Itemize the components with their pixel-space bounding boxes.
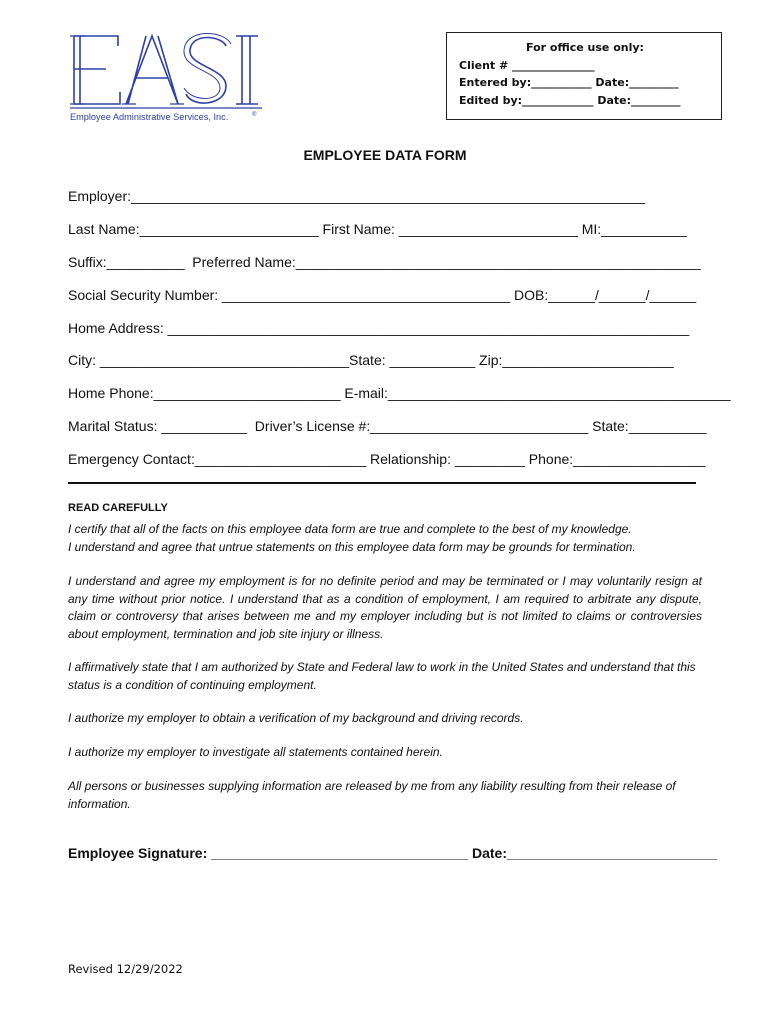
easi-logo	[66, 30, 266, 124]
background-check-paragraph: I authorize my employer to obtain a verification of my background and driving records.	[68, 711, 524, 725]
office-entered-line[interactable]: Entered by:___________ Date:_________	[459, 76, 679, 89]
ssn-dob-fields[interactable]: Social Security Number: _____________________________________ DOB:______/______/______	[68, 287, 697, 303]
work-authorization-paragraph: I affirmatively state that I am authorized by State and Federal law to work in the United States and understand that this status is a condition of continuing employment.	[68, 660, 696, 692]
form-title: EMPLOYEE DATA FORM	[303, 147, 467, 163]
employment-terms-paragraph: I understand and agree my employment is for no definite period and may be terminated or I may voluntarily resign at any time without prior notice. I understand that as a condition of employment, I am required to arbitrate any dispute, claim or controversy that arises between me and my employer including but is not limited to claims or controversies about employment, termination and job site injury or illness.	[68, 574, 702, 641]
office-use-title: For office use only:	[526, 41, 644, 54]
home-address-field[interactable]: Home Address: ___________________________________________________________________	[68, 320, 690, 336]
investigate-paragraph: I authorize my employer to investigate all statements contained herein.	[68, 745, 443, 759]
emergency-contact-fields[interactable]: Emergency Contact:______________________ Relationship: _________ Phone:_________________	[68, 451, 706, 467]
certify-line-1: I certify that all of the facts on this employee data form are true and complete to the best of my knowledge.	[68, 522, 632, 536]
office-edited-line[interactable]: Edited by:_____________ Date:_________	[459, 93, 681, 107]
read-carefully-heading: READ CAREFULLY	[68, 502, 168, 514]
logo-tagline: Employee Administrative Services, Inc.	[70, 112, 229, 122]
name-fields[interactable]: Last Name:_______________________ First Name: _______________________ MI:___________	[68, 221, 687, 237]
phone-email-fields[interactable]: Home Phone:________________________ E-mail:____________________________________________	[68, 385, 731, 401]
certify-line-2: I understand and agree that untrue statements on this employee data form may be grounds for termination.	[68, 539, 636, 554]
marital-license-fields[interactable]: Marital Status: ___________ Driver’s License #:____________________________ State:__________	[68, 418, 707, 434]
employee-signature-line[interactable]: Employee Signature: _________________________________ Date:___________________________	[68, 845, 718, 861]
employer-field[interactable]: Employer:__________________________________________________________________	[68, 188, 645, 204]
certify-paragraph	[68, 521, 702, 556]
easi-logo-graphic	[66, 30, 266, 124]
office-use-box	[446, 32, 722, 120]
section-divider	[68, 482, 696, 484]
city-state-zip-fields[interactable]: City: ________________________________State: ___________ Zip:______________________	[68, 352, 674, 368]
revision-date: Revised 12/29/2022	[68, 962, 183, 976]
suffix-preferred-fields[interactable]: Suffix:__________ Preferred Name:____________________________________________________	[68, 254, 701, 270]
registered-mark: ®	[252, 112, 257, 118]
office-client-line[interactable]: Client # _______________	[459, 58, 595, 72]
release-paragraph: All persons or businesses supplying information are released by me from any liability resulting from their release of information.	[68, 779, 676, 811]
